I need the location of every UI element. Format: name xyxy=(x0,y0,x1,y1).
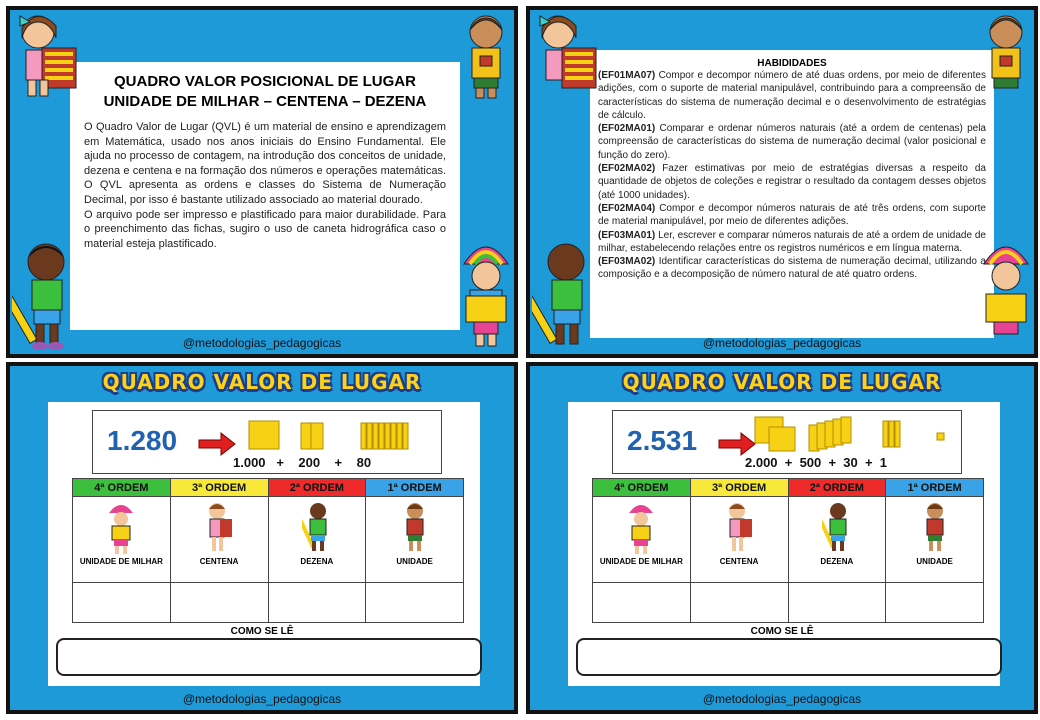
intro-paragraph: O Quadro Valor de Lugar (QVL) é um material de ensino e aprendizagem em Matemática, usado nos anos iniciais do Ensino Fundamental. Ele ajuda no processo de contagem, na introdução dos conceitos de unidade, dezena e centena e na formação dos números e operações matemáticas. O QVL apresenta as ordens e classes do Sistema de Numeração Decimal, por isso é bastante utilizado associado ao material dourado. xyxy=(84,121,446,206)
como-se-le-label: COMO SE LÊ xyxy=(750,626,814,637)
girl-rainbow-hat-illustration xyxy=(626,499,656,555)
skill-text: Compor e decompor números naturais de até três ordens, com suporte de material manipulável, por meio de diferentes adições. xyxy=(598,202,986,228)
intro-paragraph: O arquivo pode ser impresso e plastificado para maior durabilidade. Para o preenchimento das fichas, sugiro o uso de caneta hidrográfica caso o material esteja plastificado. xyxy=(84,208,446,250)
order-header-3: 3ª ORDEM xyxy=(170,479,268,497)
order-cell-milhar xyxy=(73,497,171,583)
number-box xyxy=(92,410,442,474)
skill-item xyxy=(598,255,986,282)
answer-cell-unidade[interactable] xyxy=(886,583,984,623)
card-frame xyxy=(530,366,1034,710)
author-credit: @metodologias_pedagogicas xyxy=(182,692,342,706)
order-header-4: 4ª ORDEM xyxy=(593,479,691,497)
material-dourado-blocks-icon xyxy=(245,417,425,453)
girl-abacus-illustration xyxy=(724,499,754,555)
order-label: DEZENA xyxy=(820,557,854,566)
boy-cube-illustration xyxy=(400,499,430,555)
boy-cube-illustration xyxy=(456,10,516,100)
skill-text: Comparar e ordenar números naturais (até a ordem de centenas) pela compreensão de características do sistema de numeração decimal (valor posicional e função do zero). xyxy=(598,123,986,161)
author-credit: @metodologias_pedagogicas xyxy=(182,336,342,350)
order-header-1: 1ª ORDEM xyxy=(886,479,984,497)
boy-cube-illustration xyxy=(976,10,1036,100)
order-header-1: 1ª ORDEM xyxy=(366,479,464,497)
order-label: CENTENA xyxy=(199,557,239,566)
skill-item xyxy=(598,69,986,122)
order-cell-centena xyxy=(170,497,268,583)
girl-abacus-illustration xyxy=(532,10,602,100)
order-cell-centena xyxy=(690,497,788,583)
skill-item xyxy=(598,122,986,162)
intro-title xyxy=(70,72,460,112)
girl-abacus-illustration xyxy=(12,10,82,100)
order-header-2: 2ª ORDEM xyxy=(788,479,886,497)
intro-title-line1: QUADRO VALOR POSICIONAL DE LUGAR xyxy=(114,73,416,90)
example-number: 1.280 xyxy=(107,425,178,456)
author-credit: @metodologias_pedagogicas xyxy=(702,336,862,350)
intro-card xyxy=(6,6,518,358)
answer-cell-milhar[interactable] xyxy=(593,583,691,623)
answer-cell-dezena[interactable] xyxy=(788,583,886,623)
order-header-4: 4ª ORDEM xyxy=(73,479,171,497)
order-header-2: 2ª ORDEM xyxy=(268,479,366,497)
skills-list xyxy=(590,69,994,282)
answer-cell-milhar[interactable] xyxy=(73,583,171,623)
skill-code: (EF02MA04) xyxy=(598,202,656,214)
boy-ruler-illustration xyxy=(302,499,332,555)
intro-text-box xyxy=(70,62,460,330)
answer-cell-centena[interactable] xyxy=(170,583,268,623)
skill-code: (EF02MA02) xyxy=(598,163,656,175)
qvl-title: QUADRO VALOR DE LUGAR xyxy=(102,370,422,394)
answer-cell-dezena[interactable] xyxy=(268,583,366,623)
skills-text-box xyxy=(590,50,994,338)
decomposition-text: 2.000 + 500 + 30 + 1 xyxy=(745,455,888,470)
order-cell-dezena xyxy=(268,497,366,583)
intro-title-line2: UNIDADE DE MILHAR – CENTENA – DEZENA xyxy=(103,93,427,110)
girl-rainbow-hat-illustration xyxy=(106,499,136,555)
qvl-card-1 xyxy=(6,362,518,714)
skills-card xyxy=(526,6,1038,358)
skill-code: (EF03MA01) xyxy=(598,229,656,241)
order-label: UNIDADE DE MILHAR xyxy=(79,557,163,566)
como-se-le-input[interactable] xyxy=(56,638,482,676)
order-cell-unidade xyxy=(366,497,464,583)
skill-code: (EF02MA01) xyxy=(598,123,656,135)
skill-text: Ler, escrever e comparar números naturais de até a ordem de unidade de milhar, estabelecendo relações entre os registros numéricos e em língua materna. xyxy=(598,229,986,254)
card-frame xyxy=(10,366,514,710)
boy-cube-illustration xyxy=(920,499,950,555)
order-label: CENTENA xyxy=(719,557,759,566)
decomposition-text: 1.000 + 200 + 80 xyxy=(233,455,372,470)
answer-cell-unidade[interactable] xyxy=(366,583,464,623)
skill-code: (EF01MA07) xyxy=(598,70,656,81)
number-box xyxy=(612,410,962,474)
qvl-title: QUADRO VALOR DE LUGAR xyxy=(622,370,942,394)
card-frame xyxy=(530,10,1034,354)
order-table xyxy=(72,478,464,623)
girl-abacus-illustration xyxy=(204,499,234,555)
skills-title: HABIDIDADES xyxy=(757,58,827,69)
author-credit: @metodologias_pedagogicas xyxy=(702,692,862,706)
answer-cell-centena[interactable] xyxy=(690,583,788,623)
order-label: UNIDADE xyxy=(916,557,953,566)
card-frame xyxy=(10,10,514,354)
arrow-right-icon xyxy=(717,431,757,457)
order-cell-unidade xyxy=(886,497,984,583)
como-se-le-input[interactable] xyxy=(576,638,1002,676)
order-cell-milhar xyxy=(593,497,691,583)
order-label: UNIDADE DE MILHAR xyxy=(599,557,683,566)
qvl-card-2 xyxy=(526,362,1038,714)
arrow-right-icon xyxy=(197,431,237,457)
skill-text: Identificar características do sistema de numeração decimal, utilizando a composição e a decomposição de número natural de até quatro ordens. xyxy=(598,256,986,281)
example-number: 2.531 xyxy=(627,425,698,456)
order-label: DEZENA xyxy=(300,557,334,566)
boy-ruler-illustration xyxy=(822,499,852,555)
skill-text: Compor e decompor número de até duas ordens, por meio de diferentes adições, com o suporte de material manipulável, contribuindo para a compreensão de características do sistema de numeração decimal e o desenvolvimento de estratégias de cálculo. xyxy=(598,70,986,121)
skill-code: (EF03MA02) xyxy=(598,256,656,268)
skill-item xyxy=(598,229,986,256)
order-label: UNIDADE xyxy=(396,557,433,566)
skill-item xyxy=(598,162,986,202)
como-se-le-label: COMO SE LÊ xyxy=(230,626,294,637)
order-header-3: 3ª ORDEM xyxy=(690,479,788,497)
skill-item xyxy=(598,202,986,229)
skill-text: Fazer estimativas por meio de estratégias diversas a respeito da quantidade de objetos de coleções e registrar o resultado da contagem desses objetos (até 1000 unidades). xyxy=(598,163,986,201)
order-table xyxy=(592,478,984,623)
material-dourado-blocks-icon xyxy=(753,415,953,453)
order-cell-dezena xyxy=(788,497,886,583)
